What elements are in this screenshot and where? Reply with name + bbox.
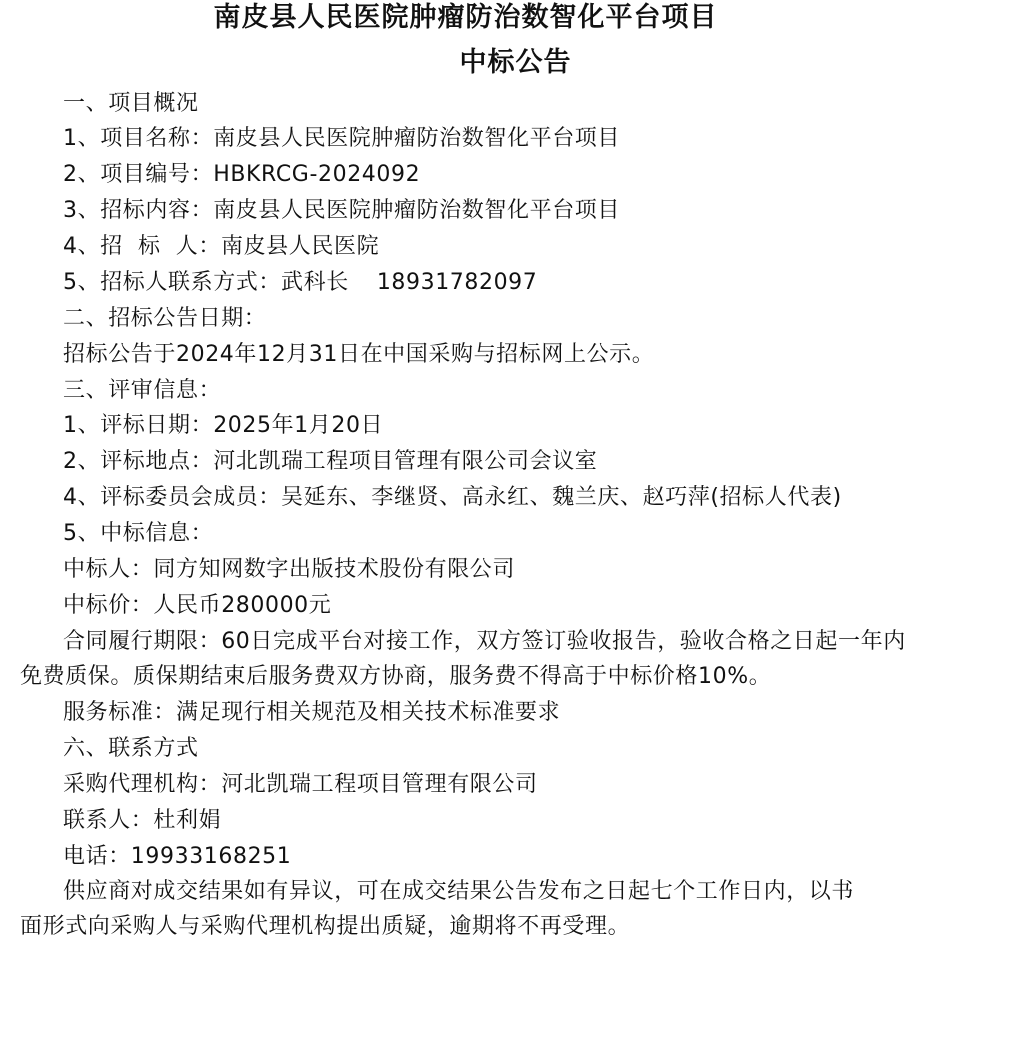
evaluation-committee: 4、评标委员会成员：吴延东、李继贤、高永红、魏兰庆、赵巧萍(招标人代表) [63,485,842,510]
document-subtitle: 中标公告 [459,47,572,78]
document-title: 南皮县人民医院肿瘤防治数智化平台项目 [213,2,718,33]
objection-notice-line-1: 供应商对成交结果如有异议，可在成交结果公告发布之日起七个工作日内，以书 [63,879,855,904]
contract-period-line-1: 合同履行期限：60日完成平台对接工作，双方签订验收报告，验收合格之日起一年内 [63,629,906,654]
announcement-date-text: 招标公告于2024年12月31日在中国采购与招标网上公示。 [63,342,655,367]
winning-price: 中标价：人民币280000元 [63,593,332,618]
section-contact-heading: 六、联系方式 [63,736,199,761]
tender-content: 3、招标内容：南皮县人民医院肿瘤防治数智化平台项目 [63,198,620,223]
objection-notice-line-2: 面形式向采购人与采购代理机构提出质疑，逾期将不再受理。 [20,914,631,939]
section-project-overview-heading: 一、项目概况 [63,91,199,116]
evaluation-date: 1、评标日期：2025年1月20日 [63,413,384,438]
tenderer-contact [63,268,537,298]
procurement-agency: 采购代理机构：河北凯瑞工程项目管理有限公司 [63,772,538,797]
contact-phone: 电话：19933168251 [63,844,292,869]
contract-period-line-2: 免费质保。质保期结束后服务费双方协商，服务费不得高于中标价格10%。 [20,664,772,689]
evaluation-place: 2、评标地点：河北凯瑞工程项目管理有限公司会议室 [63,449,598,474]
tenderer-contact-label: 5、招标人联系方式：武科长 [63,270,349,295]
section-review-info-heading: 三、评审信息： [63,378,222,403]
project-name: 1、项目名称：南皮县人民医院肿瘤防治数智化平台项目 [63,126,620,151]
section-announcement-date-heading: 二、招标公告日期： [63,306,267,331]
contact-person: 联系人：杜利娟 [63,808,222,833]
tenderer-contact-phone: 18931782097 [376,270,538,295]
tenderer: 4、招 标 人：南皮县人民医院 [63,234,380,259]
service-standard: 服务标准：满足现行相关规范及相关技术标准要求 [63,700,561,725]
winning-info-heading: 5、中标信息： [63,521,214,546]
project-number: 2、项目编号：HBKRCG-2024092 [63,162,421,187]
winning-bidder: 中标人：同方知网数字出版技术股份有限公司 [63,557,516,582]
